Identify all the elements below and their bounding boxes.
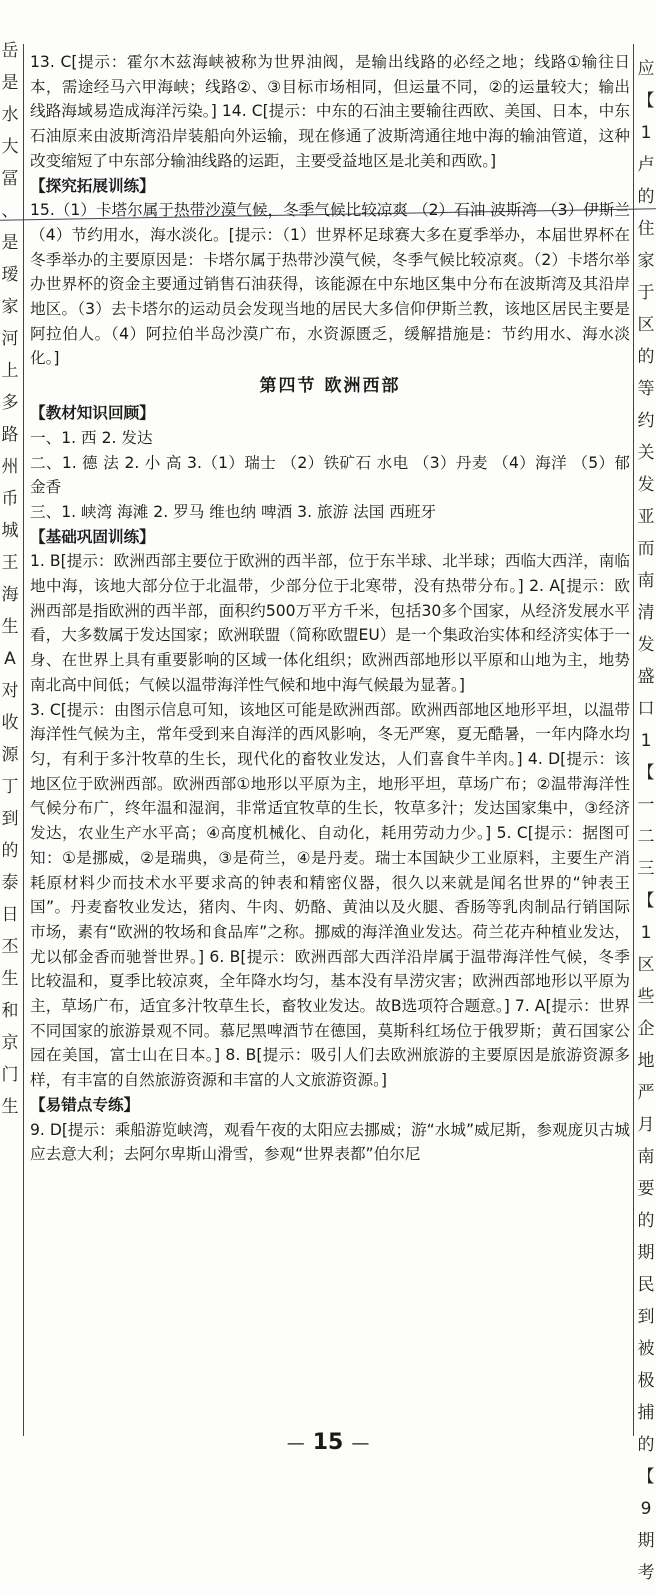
left-margin-char: 州: [1, 457, 19, 477]
section-heading: 【易错点专练】: [30, 1095, 140, 1114]
right-margin-char: 发: [637, 475, 655, 495]
left-margin-char: 大: [1, 137, 19, 157]
left-margin-char: 门: [1, 1065, 19, 1085]
left-margin-char: 收: [1, 713, 19, 733]
left-column-divider: [23, 44, 24, 1436]
right-margin-char: 等: [637, 379, 655, 399]
right-margin-char: 的: [637, 1211, 655, 1231]
right-margin-char: 期: [637, 1531, 655, 1551]
right-margin-char: 应: [637, 59, 655, 79]
left-margin-char: 河: [1, 329, 19, 349]
page-number: 15: [312, 1430, 344, 1455]
left-margin-char: 日: [1, 905, 19, 925]
right-margin-char: 一: [637, 795, 655, 815]
left-margin-char: 生: [1, 969, 19, 989]
left-margin-char: 到: [1, 809, 19, 829]
right-margin-char: 卢: [637, 155, 655, 175]
right-margin-char: 【: [637, 763, 655, 783]
left-margin-char: 京: [1, 1033, 19, 1053]
left-margin-char: 海: [1, 585, 19, 605]
left-margin-fragments: [0, 40, 20, 1420]
right-column-divider: [633, 44, 634, 1436]
footer-dash-right: —: [351, 1433, 370, 1454]
left-margin-char: 生: [1, 617, 19, 637]
right-margin-char: 区: [637, 315, 655, 335]
left-margin-char: 和: [1, 1001, 19, 1021]
left-margin-char: 是: [1, 233, 19, 253]
left-margin-char: 的: [1, 841, 19, 861]
right-margin-char: 9: [640, 1499, 652, 1519]
left-margin-char: 丕: [1, 937, 19, 957]
answer-paragraph: 1. B[提示：欧洲西部主要位于欧洲的西半部，位于东半球、北半球；西临大西洋，南临地中海，该地大部分位于北温带，少部分位于北寒带，没有热带分布。] 2. A[提示：欧洲西部是指欧洲的西半部，面积约500万平方千米，包括30多个国家，从经济发展水平看，大多数属于发达国家；欧洲联盟（简称欧盟EU）是一个集政治实体和经济实体于一身、在世界上具有重要影响的区域一体化组织；欧洲西部地形以平原和山地为主，地势南北高中间低；气候以温带海洋性气候和地中海气候最为显著。]: [30, 552, 630, 694]
right-margin-char: 于: [637, 283, 655, 303]
left-margin-char: 瑷: [1, 265, 19, 285]
answer-paragraph: 13. C[提示：霍尔木兹海峡被称为世界油阀，是输出线路的必经之地；线路①输往日本，需途经马六甲海峡；线路②、③目标市场相同，但运量不同，②的运量较大；输出线路海域易造成海洋污染。] 14. C[提示：中东的石油主要输往西欧、美国、日本，中东石油原来由波斯湾沿岸装船向外运输，现在修通了波斯湾通往地中海的输油管道，这种改变缩短了中东部分输油线路的运距，主要受益地区是北美和西欧。]: [30, 53, 630, 170]
right-margin-char: 的: [637, 1435, 655, 1455]
left-margin-char: 路: [1, 425, 19, 445]
right-margin-char: 些: [637, 987, 655, 1007]
right-margin-char: 极: [637, 1371, 655, 1391]
answer-paragraph: 15.（1）卡塔尔属于热带沙漠气候，冬季气候比较凉爽 （2）石油 波斯湾 （3）伊斯兰 （4）节约用水，海水淡化。[提示：（1）世界杯足球赛大多在夏季举办，本届世界杯在冬季举办的主要原因是：卡塔尔属于热带沙漠气候，冬季气候比较凉爽。（2）卡塔尔举办世界杯的资金主要通过销售石油获得，该能源在中东地区集中分布在波斯湾及其沿岸地区。（3）去卡塔尔的运动员会发现当地的居民大多信仰伊斯兰教，该地区居民主要是阿拉伯人。（4）阿拉伯半岛沙漠广布，水资源匮乏，缓解措施是：节约用水、海水淡化。]: [30, 201, 630, 368]
left-margin-char: 王: [1, 553, 19, 573]
section-heading: 【教材知识回顾】: [30, 404, 155, 423]
left-margin-char: 家: [1, 297, 19, 317]
left-margin-char: 泰: [1, 873, 19, 893]
left-margin-char: 、: [1, 201, 19, 221]
left-margin-char: 源: [1, 745, 19, 765]
answer-column: [30, 50, 630, 1167]
right-margin-char: 月: [637, 1115, 655, 1135]
right-margin-fragments: [636, 58, 656, 1594]
right-margin-char: 清: [637, 603, 655, 623]
section-heading: 【探究拓展训练】: [30, 176, 155, 195]
right-margin-char: 期: [637, 1243, 655, 1263]
right-margin-char: 被: [637, 1339, 655, 1359]
right-margin-char: 企: [637, 1019, 655, 1039]
right-margin-char: 【: [637, 891, 655, 911]
left-margin-char: 多: [1, 393, 19, 413]
right-margin-char: 关: [637, 443, 655, 463]
right-margin-char: 南: [637, 1147, 655, 1167]
answer-paragraph: 一、1. 西 2. 发达: [30, 428, 153, 447]
left-margin-char: 生: [1, 1097, 19, 1117]
right-margin-char: 1: [640, 123, 652, 143]
right-margin-char: 1: [640, 731, 652, 751]
right-margin-char: 盛: [637, 667, 655, 687]
right-margin-char: 而: [637, 539, 655, 559]
left-margin-char: 对: [1, 681, 19, 701]
right-margin-char: 住: [637, 219, 655, 239]
right-margin-char: 亚: [637, 507, 655, 527]
footer-dash-left: —: [286, 1433, 305, 1454]
right-margin-char: 1: [640, 923, 652, 943]
answer-paragraph: 3. C[提示：由图示信息可知，该地区可能是欧洲西部。欧洲西部地区地形平坦，以温带海洋性气候为主，常年受到来自海洋的西风影响，冬无严寒，夏无酷暑，一年内降水均匀，有利于多汁牧草的生长，现代化的畜牧业发达，人们喜食牛羊肉。] 4. D[提示：该地区位于欧洲西部。欧洲西部①地形以平原为主，地形平坦，草场广布；②温带海洋性气候分布广，终年温和湿润，非常适宜牧草的生长，牧草多汁；发达国家集中，③经济发达，农业生产水平高；④高度机械化、自动化，耗用劳动力少。] 5. C[提示：据图可知：①是挪威，②是瑞典，③是荷兰，④是丹麦。瑞士本国缺少工业原料，主要生产消耗原材料少而技术水平要求高的钟表和精密仪器，很久以来就是闻名世界的“钟表王国”。丹麦畜牧业发达，猪肉、牛肉、奶酪、黄油以及火腿、香肠等乳肉制品行销国际市场，素有“欧洲的牧场和食品库”之称。挪威的海洋渔业发达。荷兰花卉种植业发达，尤以郁金香而驰誉世界。] 6. B[提示：欧洲西部大西洋沿岸属于温带海洋性气候，冬季比较温和，夏季比较凉爽，全年降水均匀，基本没有旱涝灾害；欧洲西部地形以平原为主，草场广布，适宜多汁牧草生长，畜牧业发达。故B选项符合题意。] 7. A[提示：世界不同国家的旅游景观不同。慕尼黑啤酒节在德国，莫斯科红场位于俄罗斯；黄石国家公园在美国，富士山在日本。] 8. B[提示：吸引人们去欧洲旅游的主要原因是旅游资源多样，有丰富的自然旅游资源和丰富的人文旅游资源。]: [30, 700, 630, 1090]
page-footer: [0, 1430, 656, 1455]
answer-paragraph: 9. D[提示：乘船游览峡湾，观看午夜的太阳应去挪威；游“水城”威尼斯，参观庞贝古城应去意大利；去阿尔卑斯山滑雪，参观“世界表都”伯尔尼: [30, 1120, 630, 1164]
right-margin-char: 口: [637, 699, 655, 719]
right-margin-char: 发: [637, 635, 655, 655]
right-margin-char: 捕: [637, 1403, 655, 1423]
right-margin-char: 地: [637, 1051, 655, 1071]
right-margin-char: 严: [637, 1083, 655, 1103]
right-margin-char: 家: [637, 251, 655, 271]
right-margin-char: 到: [637, 1307, 655, 1327]
left-margin-char: 上: [1, 361, 19, 381]
right-margin-char: 的: [637, 187, 655, 207]
left-margin-char: 水: [1, 105, 19, 125]
left-margin-char: 币: [1, 489, 19, 509]
left-margin-char: 是: [1, 73, 19, 93]
right-margin-char: 约: [637, 411, 655, 431]
left-margin-char: 丁: [1, 777, 19, 797]
left-margin-char: 岳: [1, 41, 19, 61]
right-margin-char: 区: [637, 955, 655, 975]
right-margin-char: 考: [637, 1563, 655, 1583]
right-margin-char: 要: [637, 1179, 655, 1199]
right-margin-char: 的: [637, 347, 655, 367]
left-margin-char: 城: [1, 521, 19, 541]
right-margin-char: 【: [637, 1467, 655, 1487]
right-margin-char: 二: [637, 827, 655, 847]
right-margin-char: 【: [637, 91, 655, 111]
left-margin-char: A: [4, 649, 16, 669]
right-margin-char: 三: [637, 859, 655, 879]
section-heading: 【基础巩固训练】: [30, 527, 155, 546]
chapter-title: 第四节 欧洲西部: [259, 376, 401, 397]
answer-paragraph: 三、1. 峡湾 海滩 2. 罗马 维也纳 啤酒 3. 旅游 法国 西班牙: [30, 502, 437, 521]
right-margin-char: 南: [637, 571, 655, 591]
left-margin-char: 冨: [1, 169, 19, 189]
answer-paragraph: 二、1. 德 法 2. 小 高 3.（1）瑞士 （2）铁矿石 水电 （3）丹麦 （4）海洋 （5）郁金香: [30, 453, 630, 497]
right-margin-char: 民: [637, 1275, 655, 1295]
